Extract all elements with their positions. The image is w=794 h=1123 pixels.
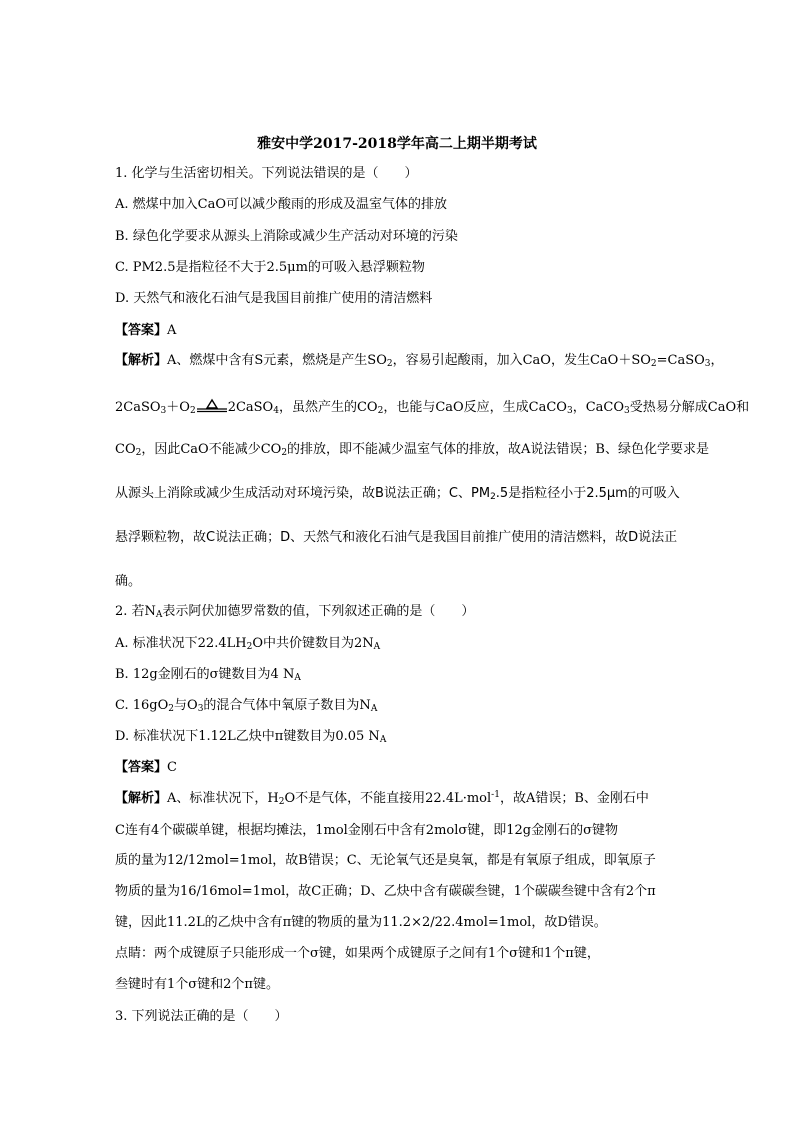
subscript: A	[155, 610, 163, 620]
text-run: 2CaSO	[115, 400, 161, 415]
text-run: O不是气体，不能直接用22.4L·mol	[284, 791, 492, 806]
text-run: D. 标准状况下1.12L乙炔中π键数目为0.05 N	[115, 729, 380, 744]
answer-tag: 【答案】	[115, 323, 168, 338]
text-run: ，容易引起酸雨，加入CaO，发生CaO＋SO	[392, 353, 651, 368]
question-2-analysis-line-4: 物质的量为16/16mol=1mol，故C正确；D、乙炔中含有碳碳叁键，1个碳碳叁键中含有2个π	[115, 884, 656, 899]
question-2-option-b	[115, 667, 301, 683]
question-2-option-c	[115, 698, 377, 714]
question-1-analysis-line-6: 确。	[115, 574, 142, 589]
question-1-analysis-line-3	[115, 442, 709, 458]
text-run: 受热易分解成CaO和	[629, 400, 750, 415]
answer-value: A	[167, 323, 177, 338]
question-2-option-a	[115, 636, 380, 652]
text-run: ，虽然产生的CO	[278, 400, 378, 415]
text-run: 的混合气体中氧原子数目为N	[203, 698, 371, 713]
text-run: ，因此CaO不能减少CO	[141, 442, 282, 457]
text-run: O中共价键数目为2N	[252, 636, 374, 651]
subscript: 2	[168, 704, 175, 714]
subscript: 2	[135, 448, 142, 458]
text-run: C. 16gO	[115, 698, 169, 713]
question-2-option-d	[115, 729, 386, 745]
text-run: 的排放，即不能减少温室气体的排放，故A说法错误；B、绿色化学要求是	[287, 442, 709, 457]
text-run: ，CaCO	[572, 400, 625, 415]
subscript: A	[379, 735, 387, 745]
subscript: A	[294, 673, 301, 683]
question-2-stem	[115, 604, 474, 620]
text-run: ，	[710, 353, 724, 368]
question-1-analysis-line-5: 悬浮颗粒物，故C说法正确；D、天然气和液化石油气是我国目前推广使用的清洁燃料，故D说法正	[115, 530, 678, 545]
text-run: =CaSO	[656, 353, 705, 368]
question-1-option-d: D. 天然气和液化石油气是我国目前推广使用的清洁燃料	[115, 291, 433, 306]
subscript: 2	[386, 359, 393, 369]
subscript: 3	[160, 406, 167, 416]
question-1-answer	[115, 323, 176, 339]
text-run: CO	[115, 442, 136, 457]
text-run: 表示阿伏加德罗常数的值，下列叙述正确的是（ ）	[162, 604, 475, 619]
subscript: 2	[650, 359, 657, 369]
page-title: 雅安中学2017-2018学年高二上期半期考试	[257, 136, 537, 152]
question-2-answer	[115, 760, 177, 776]
text-run: 2CaSO	[227, 400, 274, 415]
question-1-analysis-line-2	[115, 398, 749, 416]
question-2-analysis-line-1	[115, 791, 649, 807]
subscript: 2	[377, 406, 384, 416]
question-2-analysis-line-2: C连有4个碳碳单键，根据均摊法，1mol金刚石中含有2molσ键，即12g金刚石的σ键物	[115, 823, 618, 838]
question-1-stem: 1. 化学与生活密切相关。下列说法错误的是（ ）	[115, 166, 418, 181]
subscript: 2	[246, 642, 253, 652]
subscript: 4	[273, 406, 279, 416]
answer-value: C	[167, 760, 177, 775]
question-1-analysis-line-4	[115, 486, 680, 502]
text-run: 从源头上消除或减少生成活动对环境污染，故B说法正确；C、PM	[115, 486, 491, 501]
heating-condition-icon	[196, 398, 228, 414]
text-run: ，也能与CaO反应，生成CaCO	[383, 400, 567, 415]
text-run: A. 标准状况下22.4LH	[115, 636, 247, 651]
question-2-tip-line-2: 叁键时有1个σ键和2个π键。	[115, 977, 279, 992]
subscript: 2	[278, 797, 285, 807]
analysis-tag: 【解析】	[115, 353, 168, 368]
question-1-option-a: A. 燃煤中加入CaO可以减少酸雨的形成及温室气体的排放	[115, 197, 448, 212]
text-run: 与O	[174, 698, 198, 713]
subscript: 3	[566, 406, 573, 416]
question-3-stem: 3. 下列说法正确的是（ ）	[115, 1009, 288, 1024]
subscript: 3	[197, 704, 204, 714]
subscript: 2	[490, 492, 496, 502]
text-run: A、标准状况下，H	[167, 791, 279, 806]
answer-tag: 【答案】	[115, 760, 168, 775]
text-run: 2. 若N	[115, 604, 156, 619]
question-1-option-c: C. PM2.5是指粒径不大于2.5μm的可吸入悬浮颗粒物	[115, 260, 425, 275]
text-run: ，故A错误；B、金刚石中	[499, 791, 649, 806]
superscript: -1	[491, 790, 500, 800]
text-run: .5是指粒径小于2.5μm的可吸入	[495, 486, 680, 501]
text-run: B. 12g金刚石的σ键数目为4 N	[115, 667, 295, 682]
analysis-tag: 【解析】	[115, 791, 168, 806]
subscript: A	[370, 704, 378, 714]
text-run: ＋O	[166, 400, 190, 415]
subscript: 3	[624, 406, 630, 416]
question-2-analysis-line-3: 质的量为12/12mol=1mol，故B错误；C、无论氧气还是臭氧，都是有氧原子组成，即氧原子	[115, 853, 656, 868]
question-2-analysis-line-5: 键，因此11.2L的乙炔中含有π键的物质的量为11.2×2/22.4mol=1mol，故D错误。	[115, 915, 607, 930]
question-2-tip-line-1: 点睛：两个成键原子只能形成一个σ键，如果两个成键原子之间有1个σ键和1个π键，	[115, 946, 600, 961]
subscript: A	[373, 642, 381, 652]
subscript: 2	[281, 448, 288, 458]
text-run: A、燃煤中含有S元素，燃烧是产生SO	[167, 353, 387, 368]
subscript: 3	[704, 359, 711, 369]
question-1-analysis-line-1	[115, 353, 724, 369]
question-1-option-b: B. 绿色化学要求从源头上消除或减少生产活动对环境的污染	[115, 229, 458, 244]
subscript: 2	[189, 406, 196, 416]
